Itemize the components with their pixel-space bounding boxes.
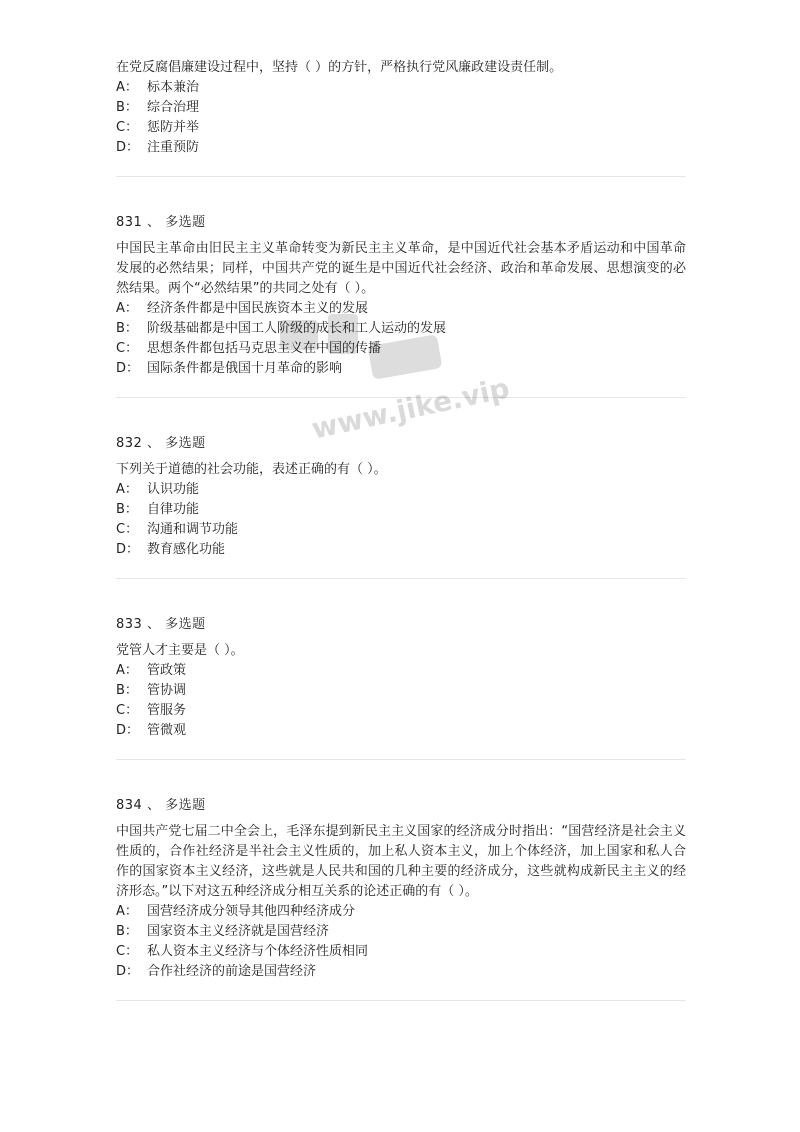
question-header: 831 、 多选题 bbox=[116, 215, 206, 230]
question-834 bbox=[116, 796, 686, 982]
option-a bbox=[116, 902, 686, 922]
option-text: 思想条件都包括马克思主义在中国的传播 bbox=[147, 341, 382, 356]
divider bbox=[116, 176, 686, 177]
question-list bbox=[116, 58, 686, 1037]
option-text: 管协调 bbox=[147, 683, 187, 698]
option-b bbox=[116, 681, 686, 701]
option-text: 自律功能 bbox=[147, 502, 200, 517]
question-831 bbox=[116, 213, 686, 379]
option-a bbox=[116, 480, 686, 500]
option-d bbox=[116, 138, 686, 158]
option-letter: C： bbox=[116, 341, 139, 356]
option-text: 注重预防 bbox=[147, 140, 200, 155]
option-letter: A： bbox=[116, 80, 138, 95]
question-830 bbox=[116, 58, 686, 158]
option-letter: C： bbox=[116, 522, 139, 537]
option-letter: C： bbox=[116, 120, 139, 135]
watermark-text: www.jike.vip bbox=[308, 371, 513, 446]
option-text: 合作社经济的前途是国营经济 bbox=[147, 964, 317, 979]
option-text: 阶级基础都是中国工人阶级的成长和工人运动的发展 bbox=[147, 321, 447, 336]
option-c bbox=[116, 701, 686, 721]
option-d bbox=[116, 962, 686, 982]
option-text: 国营经济成分领导其他四种经济成分 bbox=[147, 904, 356, 919]
option-letter: B： bbox=[116, 924, 138, 939]
option-letter: B： bbox=[116, 321, 138, 336]
question-header: 834 、 多选题 bbox=[116, 798, 206, 813]
option-letter: A： bbox=[116, 663, 138, 678]
option-text: 管服务 bbox=[147, 703, 187, 718]
question-832 bbox=[116, 434, 686, 560]
option-d bbox=[116, 359, 686, 379]
option-b bbox=[116, 319, 686, 339]
option-letter: D： bbox=[116, 542, 140, 557]
question-header: 832 、 多选题 bbox=[116, 436, 206, 451]
divider bbox=[116, 1000, 686, 1001]
option-letter: B： bbox=[116, 100, 138, 115]
question-stem: 下列关于道德的社会功能，表述正确的有（ ）。 bbox=[116, 462, 387, 477]
option-letter: B： bbox=[116, 502, 138, 517]
option-text: 综合治理 bbox=[147, 100, 200, 115]
option-c bbox=[116, 118, 686, 138]
option-letter: B： bbox=[116, 683, 138, 698]
option-c bbox=[116, 942, 686, 962]
option-a bbox=[116, 78, 686, 98]
option-text: 私人资本主义经济与个体经济性质相同 bbox=[147, 944, 369, 959]
question-stem: 党管人才主要是（ ）。 bbox=[116, 643, 244, 658]
option-letter: C： bbox=[116, 944, 139, 959]
option-letter: A： bbox=[116, 904, 138, 919]
option-text: 管微观 bbox=[147, 723, 187, 738]
divider bbox=[116, 578, 686, 579]
option-text: 国际条件都是俄国十月革命的影响 bbox=[147, 361, 343, 376]
question-stem: 在党反腐倡廉建设过程中，坚持（ ）的方针，严格执行党风廉政建设责任制。 bbox=[116, 60, 563, 75]
option-text: 管政策 bbox=[147, 663, 187, 678]
option-d bbox=[116, 540, 686, 560]
option-letter: D： bbox=[116, 140, 140, 155]
divider bbox=[116, 759, 686, 760]
option-c bbox=[116, 520, 686, 540]
option-c bbox=[116, 339, 686, 359]
option-text: 认识功能 bbox=[147, 482, 200, 497]
option-letter: D： bbox=[116, 723, 140, 738]
option-text: 国家资本主义经济就是国营经济 bbox=[147, 924, 330, 939]
option-a bbox=[116, 299, 686, 319]
option-letter: D： bbox=[116, 361, 140, 376]
option-text: 标本兼治 bbox=[147, 80, 200, 95]
option-text: 经济条件都是中国民族资本主义的发展 bbox=[147, 301, 369, 316]
option-b bbox=[116, 922, 686, 942]
option-text: 教育感化功能 bbox=[147, 542, 226, 557]
question-stem: 中国共产党七届二中全会上，毛泽东提到新民主主义国家的经济成分时指出：“国营经济是社会主义性质的，合作社经济是半社会主义性质的，加上私人资本主义，加上个体经济，加上国家和私人合作的国家资本主义经济，这些就是人民共和国的几种主要的经济成分，这些就构成新民主主义的经济形态。”以下对这五种经济成分相互关系的论述正确的有（ ）。 bbox=[116, 824, 686, 899]
question-stem: 中国民主革命由旧民主主义革命转变为新民主主义革命，是中国近代社会基本矛盾运动和中国革命发展的必然结果；同样，中国共产党的诞生是中国近代社会经济、政治和革命发展、思想演变的必然结果。两个“必然结果”的共同之处有（ ）。 bbox=[116, 241, 686, 296]
option-letter: A： bbox=[116, 482, 138, 497]
option-letter: D： bbox=[116, 964, 140, 979]
divider bbox=[116, 397, 686, 398]
option-b bbox=[116, 98, 686, 118]
option-text: 惩防并举 bbox=[147, 120, 200, 135]
option-text: 沟通和调节功能 bbox=[147, 522, 239, 537]
option-b bbox=[116, 500, 686, 520]
option-letter: C： bbox=[116, 703, 139, 718]
question-833 bbox=[116, 615, 686, 741]
option-d bbox=[116, 721, 686, 741]
question-header: 833 、 多选题 bbox=[116, 617, 206, 632]
option-a bbox=[116, 661, 686, 681]
option-letter: A： bbox=[116, 301, 138, 316]
